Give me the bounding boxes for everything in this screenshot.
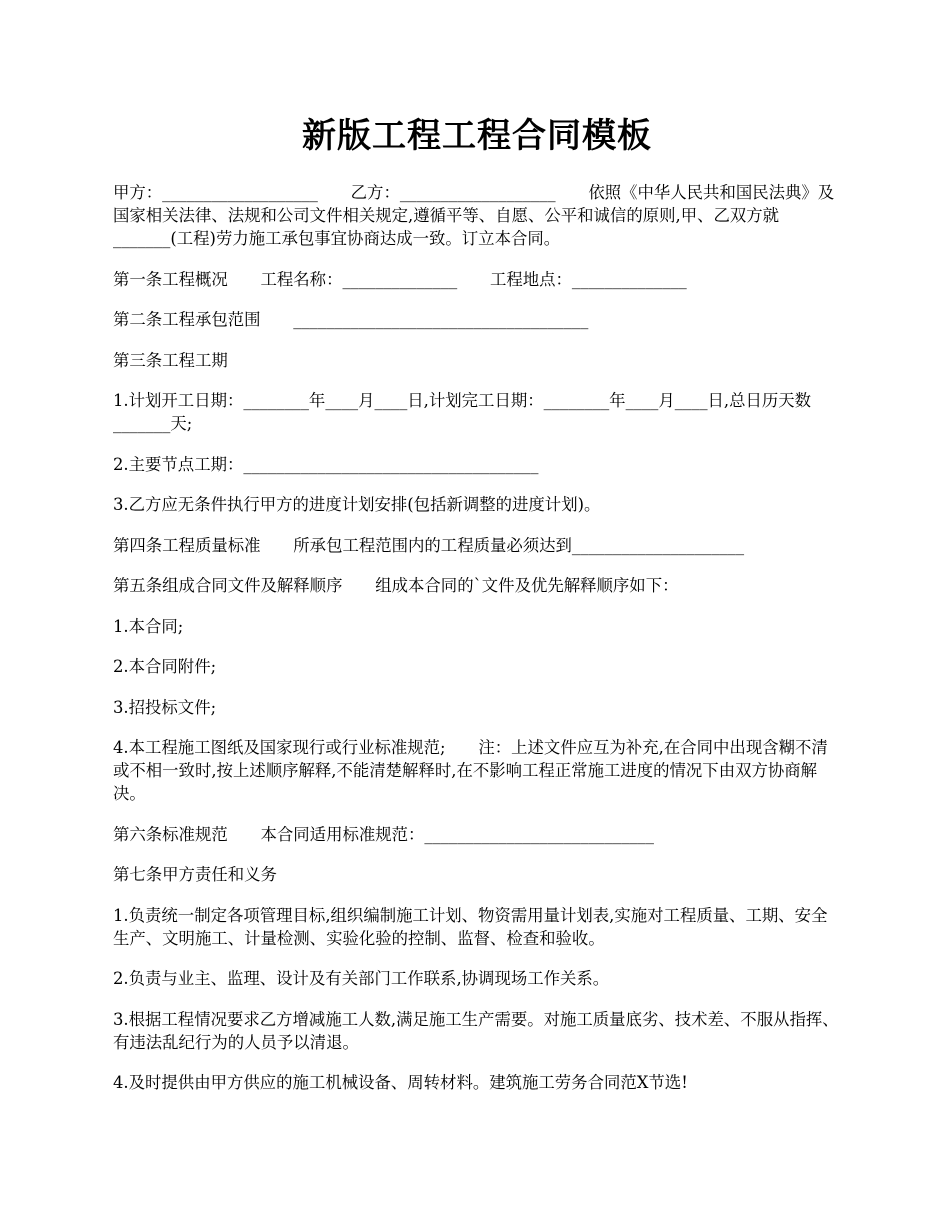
paragraph-article-5-item-1: 1.本合同; bbox=[113, 616, 184, 636]
paragraph-article-5-item-2: 2.本合同附件; bbox=[113, 657, 217, 676]
paragraph-article-7: 第七条甲方责任和义务 bbox=[113, 865, 277, 884]
paragraph-article-5-item-3: 3.招投标文件; bbox=[113, 697, 217, 717]
paragraph-article-3: 第三条工程工期 bbox=[113, 350, 228, 370]
paragraph-intro: 甲方：___________________ 乙方：___________________ 依照《中华人民共和国民法典》及国家相关法律、法规和公司文件相关规定,遵循平等、自愿、公平和诚信的原则,甲、乙双方就_______(工程)劳力施工承包事宜协商达成一致。订立本合同。 bbox=[113, 183, 835, 248]
paragraph-article-7-item-3: 3.根据工程情况要求乙方增减施工人数,满足施工生产需要。对施工质量底劣、技术差、不服从指挥、有违法乱纪行为的人员予以清退。 bbox=[113, 1009, 839, 1052]
paragraph-article-3-item-2: 2.主要节点工期：____________________________________ bbox=[113, 454, 539, 474]
paragraph-article-1: 第一条工程概况 工程名称：______________ 工程地点：______________ bbox=[113, 269, 687, 289]
paragraph-article-5-item-4: 4.本工程施工图纸及国家现行或行业标准规范; 注：上述文件应互为补充,在合同中出现含糊不清或不相一致时,按上述顺序解释,不能清楚解释时,在不影响工程正常施工进度的情况下由双方协商解决。 bbox=[113, 738, 828, 803]
paragraph-article-2: 第二条工程承包范围 ____________________________________ bbox=[113, 310, 589, 329]
paragraph-article-6: 第六条标准规范 本合同适用标准规范：____________________________ bbox=[113, 824, 654, 844]
paragraph-article-3-item-3: 3.乙方应无条件执行甲方的进度计划安排(包括新调整的进度计划)。 bbox=[113, 495, 601, 514]
paragraph-article-5: 第五条组成合同文件及解释顺序 组成本合同的`文件及优先解释顺序如下： bbox=[113, 576, 679, 595]
document-page bbox=[113, 0, 841, 1094]
document-title: 新版工程工程合同模板 bbox=[302, 116, 652, 156]
paragraph-article-7-item-4: 4.及时提供由甲方供应的施工机械设备、周转材料。建筑施工劳务合同范X节选! bbox=[113, 1073, 688, 1092]
paragraph-article-3-item-1: 1.计划开工日期：________年____月____日,计划完工日期：________年____月____日,总日历天数_______天; bbox=[113, 391, 812, 433]
paragraph-article-7-item-1: 1.负责统一制定各项管理目标,组织编制施工计划、物资需用量计划表,实施对工程质量、工期、安全生产、文明施工、计量检测、实验化验的控制、监督、检查和验收。 bbox=[113, 905, 828, 948]
paragraph-article-4: 第四条工程质量标准 所承包工程范围内的工程质量必须达到_____________________ bbox=[113, 535, 745, 555]
paragraph-article-7-item-2: 2.负责与业主、监理、设计及有关部门工作联系,协调现场工作关系。 bbox=[113, 969, 610, 988]
